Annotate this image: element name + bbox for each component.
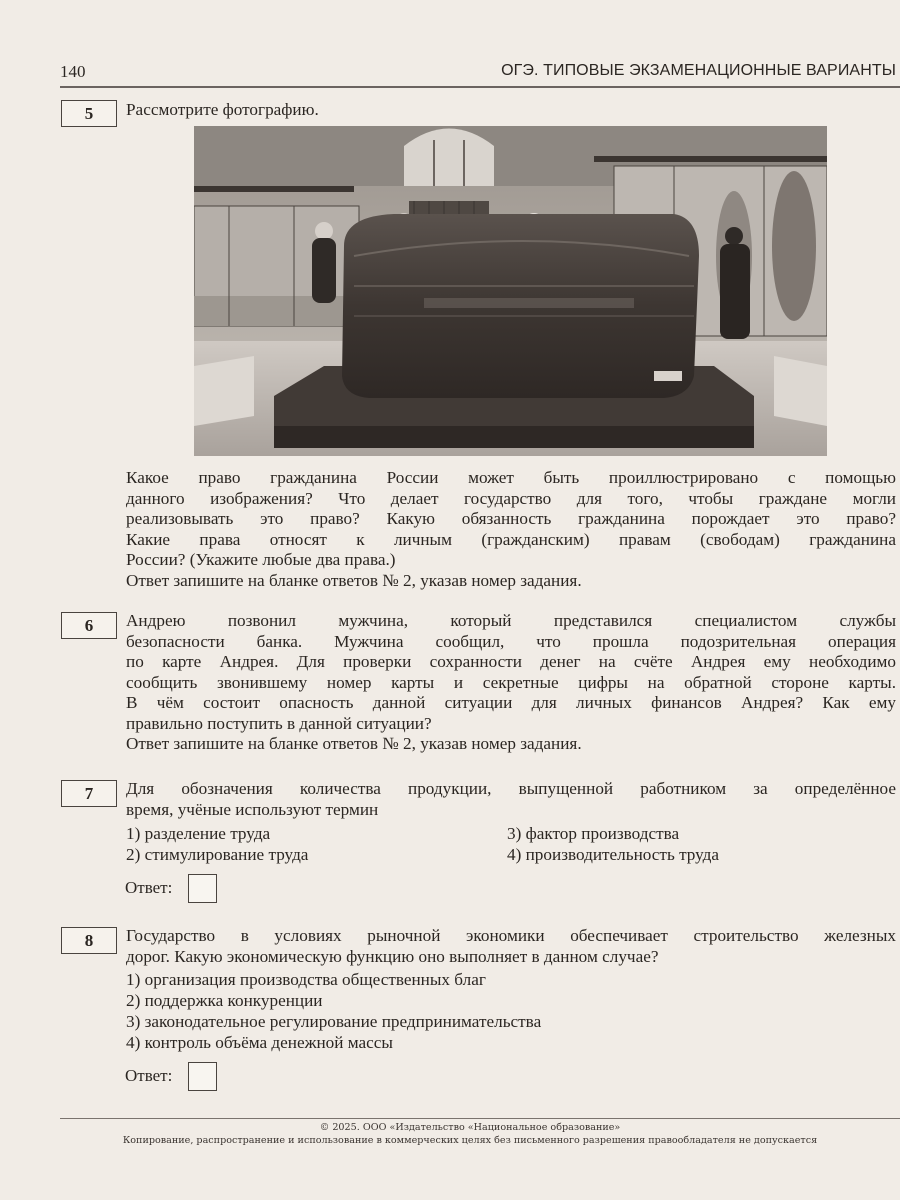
option-3: 3) законодательное регулирование предпринимательства	[126, 1012, 542, 1031]
task-5-question	[126, 468, 896, 591]
header-divider	[60, 86, 900, 88]
task-number-badge: 8	[61, 927, 117, 954]
task-8-question	[126, 926, 896, 967]
option-1: 1) организация производства общественных благ	[126, 970, 486, 989]
question-line: дорог. Какую экономическую функцию оно выполняет в данном случае?	[126, 946, 659, 966]
question-line: безопасности банка. Мужчина сообщил, что прошла подозрительная операция	[126, 631, 896, 651]
sarcophagus-photo-illustration	[194, 126, 827, 456]
page-header	[60, 58, 900, 86]
question-line: России? (Укажите любые два права.)	[126, 550, 396, 569]
question-line: по карте Андрея. Для проверки сохранности денег на счёте Андрея ему необходимо	[126, 652, 896, 671]
museum-photo	[194, 126, 827, 456]
task-intro-text: Рассмотрите фотографию.	[126, 100, 319, 119]
option-3: 3) фактор производства	[507, 824, 680, 843]
answer-instruction: Ответ запишите на бланке ответов № 2, указав номер задания.	[126, 570, 582, 590]
task-intro	[126, 100, 896, 121]
question-line: Для обозначения количества продукции, выпущенной работником за определённое	[126, 779, 896, 798]
option-2: 2) стимулирование труда	[126, 845, 309, 864]
footer-notice: Копирование, распространение и использование в коммерческих целях без письменного разрешения правообладателя не допускается	[122, 1135, 818, 1146]
question-line: реализовывать это право? Какую обязанность гражданина порождает это право?	[126, 509, 896, 528]
task-6-question	[126, 611, 896, 755]
footer-divider	[60, 1118, 900, 1119]
task-number-badge: 5	[61, 100, 117, 127]
option-4: 4) контроль объёма денежной массы	[126, 1033, 393, 1052]
question-line: данного изображения? Что делает государство для того, чтобы граждане могли	[126, 488, 896, 508]
question-line: Государство в условиях рыночной экономики обеспечивает строительство железных	[126, 926, 896, 945]
answer-input-box[interactable]	[188, 874, 217, 903]
question-line: правильно поступить в данной ситуации?	[126, 713, 432, 733]
answer-input-box[interactable]	[188, 1062, 217, 1091]
option-2: 2) поддержка конкуренции	[126, 991, 323, 1010]
task-number-badge: 6	[61, 612, 117, 639]
answer-label: Ответ:	[125, 878, 173, 897]
question-line: В чём состоит опасность данной ситуации для личных финансов Андрея? Как ему	[126, 693, 896, 712]
answer-label: Ответ:	[125, 1066, 173, 1085]
option-4: 4) производительность труда	[507, 845, 720, 864]
option-1: 1) разделение труда	[126, 824, 271, 843]
running-title: ОГЭ. ТИПОВЫЕ ЭКЗАМЕНАЦИОННЫЕ ВАРИАНТЫ	[501, 62, 896, 79]
task-7-question	[126, 779, 896, 820]
question-line: время, учёные используют термин	[126, 799, 379, 819]
question-line: Андрею позвонил мужчина, который представился специалистом службы	[126, 611, 896, 630]
answer-instruction: Ответ запишите на бланке ответов № 2, указав номер задания.	[126, 734, 582, 753]
question-line: Какие права относят к личным (гражданским) правам (свободам) гражданина	[126, 529, 896, 549]
question-line: Какое право гражданина России может быть проиллюстрировано с помощью	[126, 468, 896, 487]
task-number-badge: 7	[61, 780, 117, 807]
question-line: сообщить звонившему номер карты и секретные цифры на обратной стороне карты.	[126, 672, 896, 692]
page-number: 140	[60, 62, 86, 81]
footer-copyright: © 2025. ООО «Издательство «Национальное образование»	[319, 1122, 621, 1133]
